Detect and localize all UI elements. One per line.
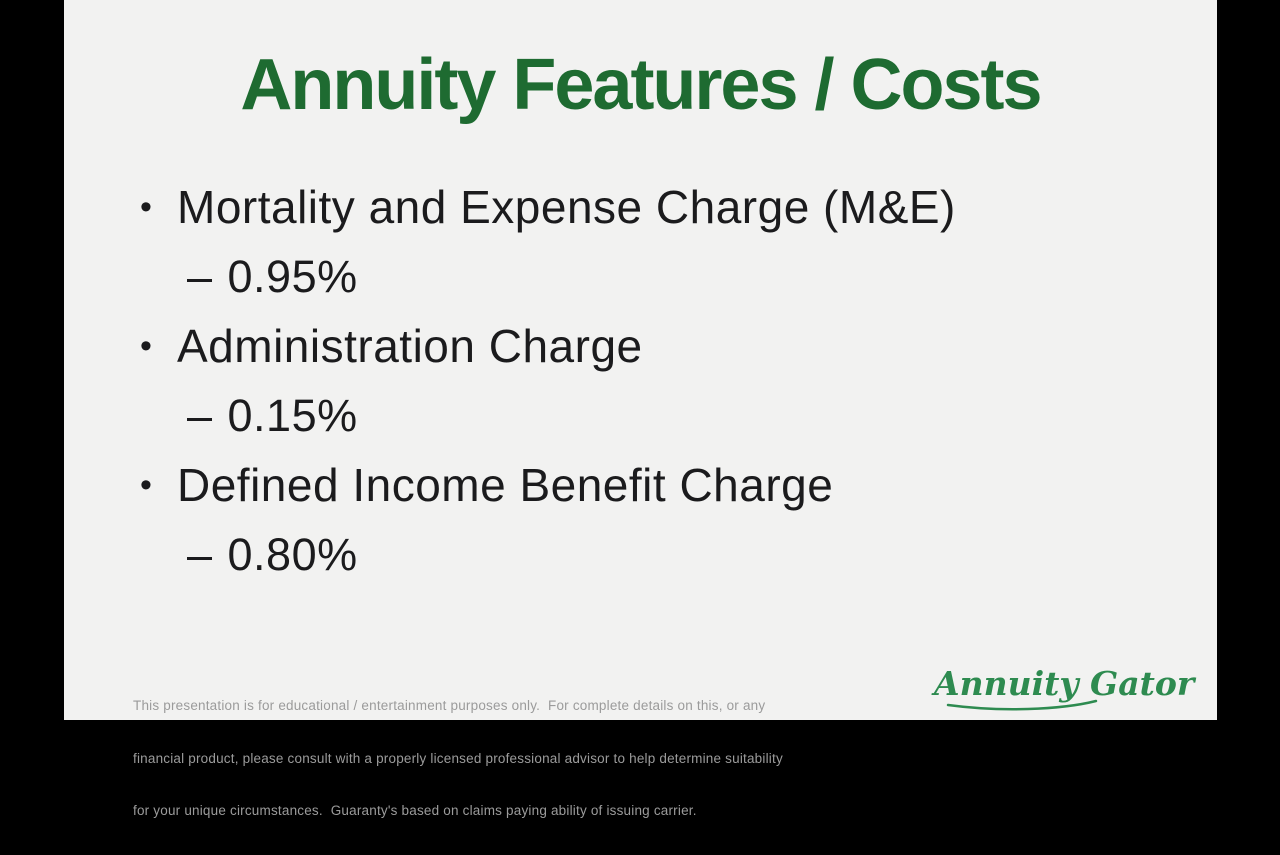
letterbox-left <box>0 0 64 720</box>
logo-text: Annuity Gator <box>934 664 1195 703</box>
sub-bullet-line <box>187 249 1140 305</box>
sub-bullet-dash-icon: – <box>187 529 213 580</box>
bullet-dot-icon: • <box>140 327 153 365</box>
disclaimer-line: financial product, please consult with a properly licensed professional advisor to help determine suitability <box>133 750 783 766</box>
bullet-label: Defined Income Benefit Charge <box>177 459 834 511</box>
letterbox-right <box>1217 0 1280 720</box>
bullet-list <box>140 177 1140 594</box>
bullet-item <box>140 177 1140 305</box>
charge-value: 0.80% <box>227 529 358 580</box>
bullet-line <box>140 316 1140 376</box>
bullet-line <box>140 455 1140 515</box>
disclaimer-line: for your unique circumstances. Guaranty's based on claims paying ability of issuing carrier. <box>133 803 697 818</box>
disclaimer <box>133 662 853 855</box>
charge-value: 0.15% <box>227 390 358 441</box>
charge-value: 0.95% <box>227 251 358 302</box>
sub-bullet-line <box>187 527 1140 583</box>
bullet-label: Administration Charge <box>177 320 643 372</box>
bullet-item <box>140 455 1140 583</box>
sub-bullet-dash-icon: – <box>187 251 213 302</box>
annuity-gator-logo-graphic <box>930 660 1208 712</box>
bullet-dot-icon: • <box>140 188 153 226</box>
bullet-item <box>140 316 1140 444</box>
bullet-line <box>140 177 1140 237</box>
sub-bullet-line <box>187 388 1140 444</box>
sub-bullet-dash-icon: – <box>187 390 213 441</box>
page-title: Annuity Features / Costs <box>240 45 1041 125</box>
annuity-gator-logo <box>930 660 1208 712</box>
slide <box>64 0 1217 818</box>
disclaimer-line: This presentation is for educational / entertainment purposes only. For complete details on this, or any <box>133 698 766 713</box>
bullet-dot-icon: • <box>140 466 153 504</box>
bullet-label: Mortality and Expense Charge (M&E) <box>177 181 956 233</box>
